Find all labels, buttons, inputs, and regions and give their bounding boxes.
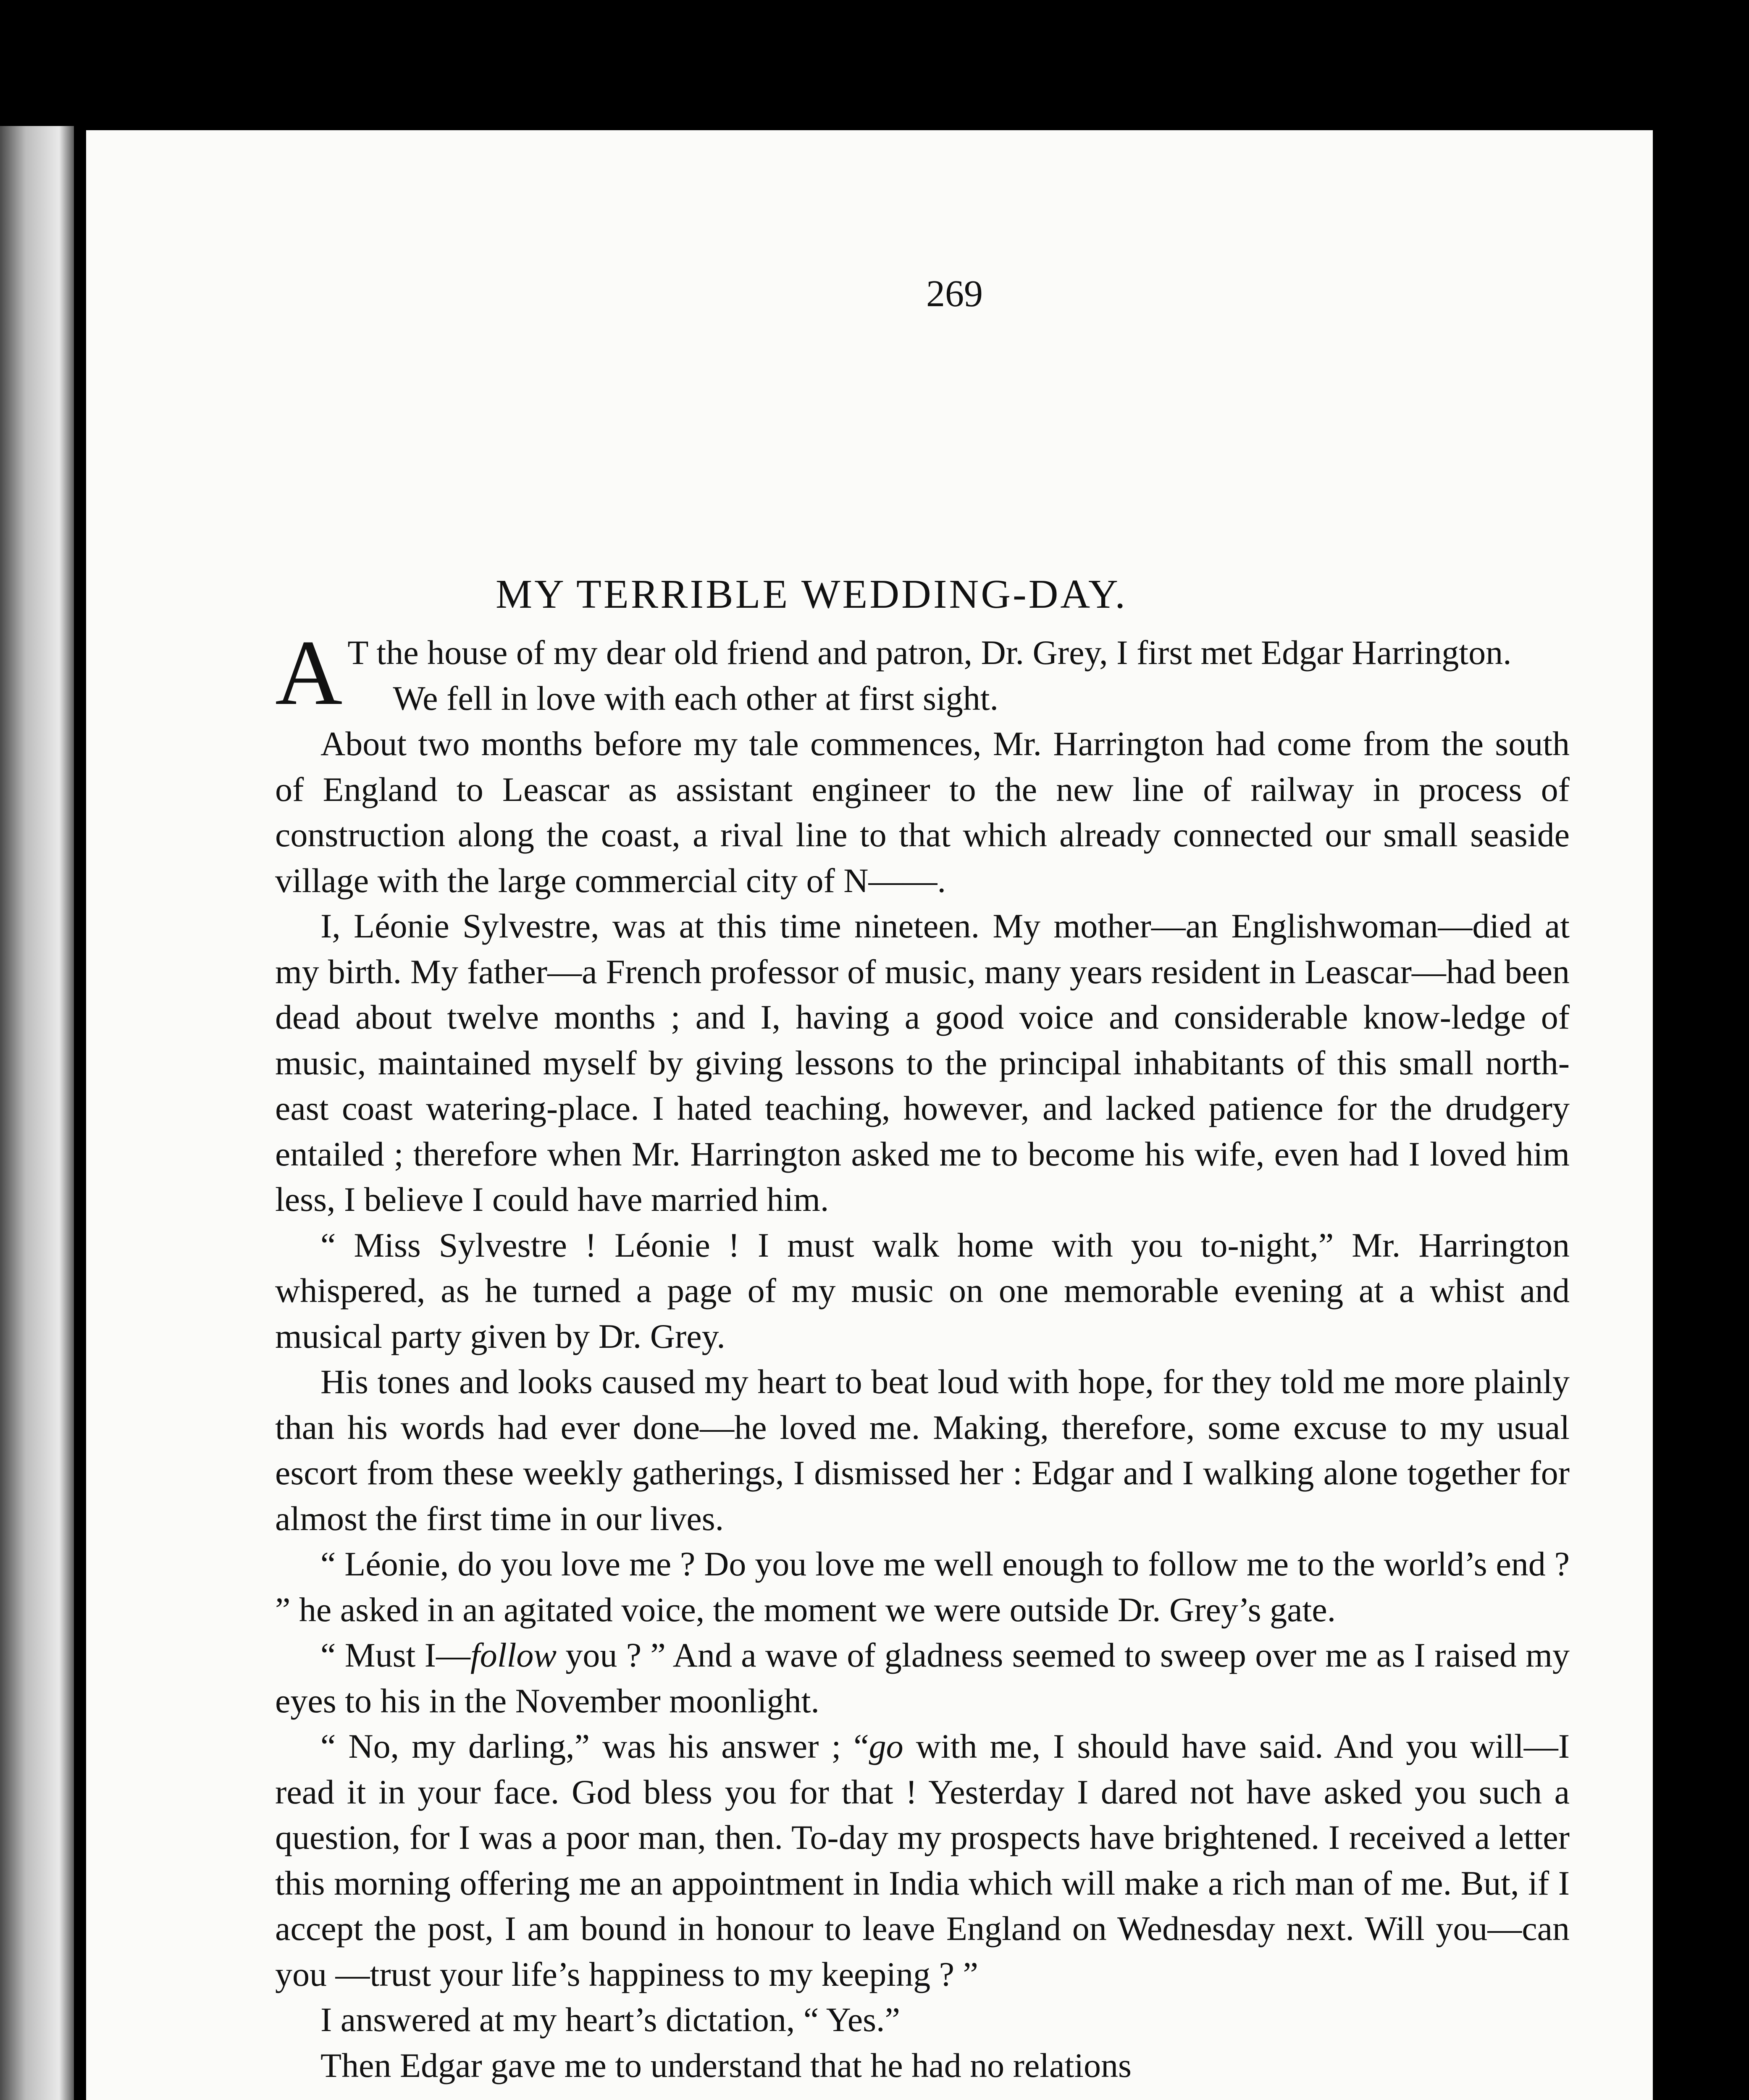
opening-text: T the house of my dear old friend and patron, Dr. Grey, I first met Edgar Harrington. [347, 633, 1512, 672]
paragraph-text: with me, I should have said. And you will—I read it in your face. God bless you for that ! Yesterday I dared not have asked you such a question, for I was a poor man, then. To-day my prospects have brightened. I received a letter this morning offering me an appointment in India which will make a rich man of me. But, if I accept the post, I am bound in honour to leave England on Wednesday next. Will you—can you —trust your life’s happiness to my keeping ? ” [275, 1727, 1570, 1993]
paragraph: Then Edgar gave me to understand that he had no relations [320, 2046, 1132, 2084]
paragraph [275, 1724, 1570, 1997]
paragraph: About two months before my tale commences, Mr. Harrington had come from the south of England to Leascar as assistant engineer to the new line of railway in process of construction along the coast, a rival line to that which already connected our small seaside village with the large commercial city of N——. [275, 724, 1570, 900]
drop-cap: A [275, 621, 343, 724]
adjacent-page-edge [0, 126, 74, 2100]
story-body [275, 621, 1570, 2088]
story-title: MY TERRIBLE WEDDING-DAY. [496, 572, 1127, 617]
paragraph-text: you ? ” And a wave of gladness seemed to sweep over me as I raised my eyes to his in the November moonlight. [275, 1636, 1570, 1720]
paragraph: “ Miss Sylvestre ! Léonie ! I must walk home with you to-night,” Mr. Harrington whispered, as he turned a page of my music on one memorable evening at a whist and musical party given by Dr. Grey. [275, 1226, 1570, 1355]
paragraph: “ Léonie, do you love me ? Do you love me well enough to follow me to the world’s end ? ” he asked in an agitated voice, the moment we were outside Dr. Grey’s gate. [275, 1545, 1570, 1629]
paragraph: I, Léonie Sylvestre, was at this time nineteen. My mother—an Englishwoman—died at my birth. My father—a French professor of music, many years resident in Leascar—had been dead about twelve months ; and I, having a good voice and considerable know-ledge of music, maintained myself by giving lessons to the principal inhabitants of this small north-east coast watering-place. I hated teaching, however, and lacked patience for the drudgery entailed ; therefore when Mr. Harrington asked me to become his wife, even had I loved him less, I believe I could have married him. [275, 907, 1570, 1218]
paragraph: I answered at my heart’s dictation, “ Yes.” [320, 2000, 900, 2039]
italic-word: follow [470, 1636, 557, 1674]
book-page [86, 130, 1653, 2100]
paragraph: His tones and looks caused my heart to beat loud with hope, for they told me more plainly than his words had ever done—he loved me. Making, therefore, some excuse to my usual escort from these weekly gatherings, I dismissed her : Edgar and I walking alone together for almost the first time in our lives. [275, 1362, 1570, 1538]
paragraph [275, 1633, 1570, 1724]
italic-word: go [869, 1727, 903, 1765]
page-number: 269 [926, 273, 983, 315]
paragraph-text: “ No, my darling,” was his answer ; “ [320, 1727, 869, 1765]
paragraph: We fell in love with each other at first sight. [393, 679, 998, 717]
paragraph-text: “ Must I— [320, 1636, 470, 1674]
